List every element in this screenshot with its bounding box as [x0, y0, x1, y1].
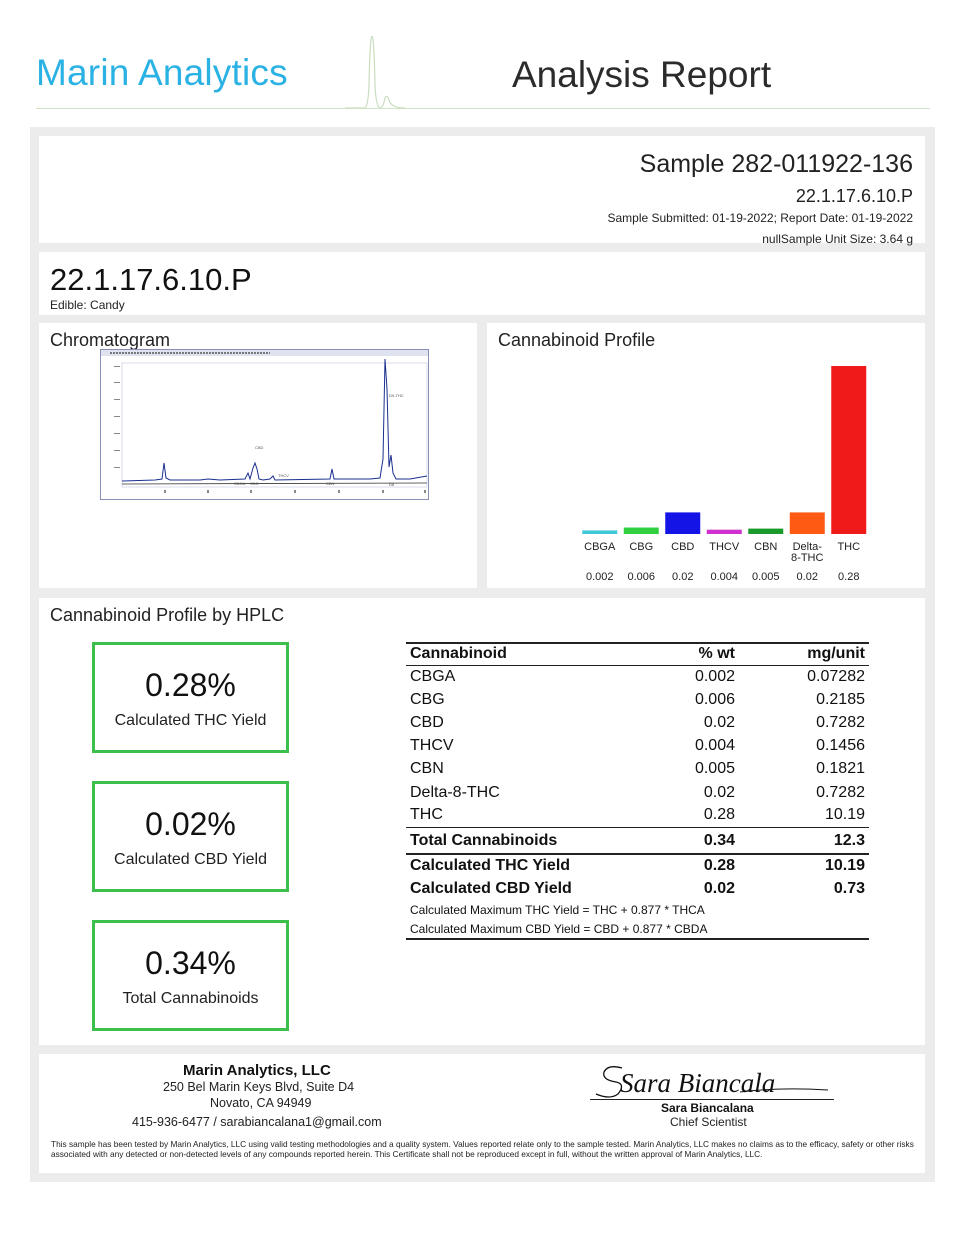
table-row [406, 735, 869, 758]
table-row [406, 758, 869, 781]
cannabinoid-bar-chart [487, 323, 925, 588]
cbd-yield-value: 0.02% [145, 806, 236, 842]
table-row [406, 804, 869, 827]
svg-text:CBGA: CBGA [234, 481, 246, 486]
formula-thc-row [406, 901, 869, 920]
sample-unit-size: nullSample Unit Size: 3.64 g [762, 232, 913, 246]
cbd-yield-row [406, 878, 869, 901]
sample-info-panel [39, 136, 925, 246]
table-row [406, 781, 869, 804]
chromatogram-panel [39, 323, 477, 588]
cell-cannabinoid: Delta-8-THC [410, 783, 500, 801]
cell-percent-wt: 0.005 [694, 760, 735, 778]
svg-text:CBN: CBN [326, 481, 335, 486]
footer-address-line2: Novato, CA 94949 [210, 1096, 312, 1110]
cbd-yield-label: Calculated CBD Yield [114, 851, 267, 868]
cell-mg-unit: 0.7282 [816, 783, 865, 801]
cbd-yield-row-label: Calculated CBD Yield [410, 880, 572, 898]
thc-yield-row [406, 854, 869, 877]
cell-cannabinoid: THCV [410, 737, 454, 755]
brand-name: Marin Analytics [36, 52, 288, 93]
cell-mg-unit: 0.2185 [816, 690, 865, 708]
category-label-thcv: THCV [709, 541, 740, 553]
table-row [406, 688, 869, 711]
sample-title: Sample 282-011922-136 [639, 150, 913, 178]
report-title: Analysis Report [512, 54, 772, 95]
svg-text:D9-THC: D9-THC [389, 393, 404, 398]
value-label-thc: 0.28 [838, 571, 860, 583]
footer-company: Marin Analytics, LLC [183, 1062, 331, 1079]
cell-cannabinoid: CBD [410, 713, 444, 731]
signer-role: Chief Scientist [670, 1115, 747, 1129]
thc-yield-box [92, 642, 289, 753]
svg-text:CBD: CBD [255, 445, 264, 450]
svg-text:THCV: THCV [278, 473, 289, 478]
total-label: Total Cannabinoids [406, 827, 651, 854]
cell-mg-unit: 10.19 [824, 806, 865, 824]
cell-percent-wt: 0.006 [694, 690, 735, 708]
disclaimer-text: This sample has been tested by Marin Analytics, LLC using valid testing methodologies and a quality system. Values reported relate only to the sample tested. Marin Analytics, LLC makes no claims as to the efficacy, safety or other risks associated with any detected or non-detected levels of any compounds reported herein. This Certificate shall not be reproduced except in full, without the written approval of Marin Analytics, LLC. [51, 1139, 914, 1159]
cell-percent-wt: 0.28 [703, 806, 735, 824]
header-divider [36, 108, 930, 109]
cell-mg-unit: 0.1821 [816, 760, 865, 778]
signer-name: Sara Biancalana [661, 1101, 754, 1115]
cell-mg-unit: 0.07282 [807, 667, 865, 685]
value-label-cbn: 0.005 [751, 571, 780, 583]
cell-mg-unit: 0.7282 [816, 713, 865, 731]
footer-contact: 415-936-6477 / sarabiancalana1@gmail.com [132, 1115, 382, 1129]
signature-text: Sara Biancala [620, 1068, 776, 1098]
chromatogram-title: Chromatogram [50, 330, 171, 350]
svg-text:D8: D8 [389, 482, 395, 487]
cell-cannabinoid: THC [410, 806, 443, 824]
chromatogram-peak-logo-icon [345, 36, 405, 112]
bar-cbn [748, 529, 783, 534]
bar-thc [831, 366, 866, 534]
signature-image [590, 1054, 840, 1102]
value-label-cbd: 0.02 [672, 571, 694, 583]
product-panel [39, 252, 925, 315]
table-header-row [406, 643, 869, 665]
cbd-yield-row-mg: 0.73 [833, 880, 865, 898]
value-label-cbga: 0.002 [585, 571, 614, 583]
cell-percent-wt: 0.02 [703, 713, 735, 731]
cell-percent-wt: 0.002 [694, 667, 735, 685]
signature-line [590, 1099, 834, 1100]
value-label-cbg: 0.006 [627, 571, 656, 583]
formula-cbd: Calculated Maximum CBD Yield = CBD + 0.877 * CBDA [406, 920, 869, 939]
total-cannabinoids-box [92, 920, 289, 1031]
bar-cbg [624, 528, 659, 534]
column-header-percent-wt: % wt [651, 643, 739, 665]
category-label-cbn: CBN [754, 541, 778, 553]
value-label-thcv: 0.004 [710, 571, 739, 583]
cbd-yield-row-percent: 0.02 [703, 880, 735, 898]
footer-address-line1: 250 Bel Marin Keys Blvd, Suite D4 [163, 1080, 355, 1094]
cell-percent-wt: 0.004 [694, 737, 735, 755]
category-label-cbg: CBG [629, 541, 654, 553]
formula-cbd-row [406, 920, 869, 939]
cbd-yield-box [92, 781, 289, 892]
hplc-results-table [406, 642, 869, 940]
thc-yield-label: Calculated THC Yield [114, 712, 267, 729]
category-label-thc: THC [837, 541, 861, 553]
product-type: Edible: Candy [50, 298, 125, 312]
bar-delta-8-thc [790, 512, 825, 534]
bar-thcv [707, 530, 742, 534]
category-label-delta-8-thc: 8-THC [791, 552, 824, 564]
total-cannabinoids-value: 0.34% [145, 945, 236, 981]
report-header [0, 0, 955, 115]
category-label-delta-8-thc: Delta- [792, 541, 822, 553]
hplc-title: Cannabinoid Profile by HPLC [50, 605, 285, 625]
thc-yield-value: 0.28% [145, 667, 236, 703]
svg-text:CBG: CBG [250, 481, 259, 486]
column-header-mg-unit: mg/unit [739, 643, 869, 665]
sample-id: 22.1.17.6.10.P [795, 186, 913, 206]
thc-yield-row-percent: 0.28 [703, 857, 735, 875]
column-header-cannabinoid: Cannabinoid [406, 643, 651, 665]
sample-dates: Sample Submitted: 01-19-2022; Report Date: 01-19-2022 [607, 211, 913, 225]
thc-yield-row-mg: 10.19 [824, 857, 865, 875]
cannabinoid-profile-panel [487, 323, 925, 588]
cell-mg-unit: 0.1456 [816, 737, 865, 755]
formula-thc: Calculated Maximum THC Yield = THC + 0.877 * THCA [410, 903, 705, 918]
total-mg-unit: 12.3 [739, 827, 869, 854]
total-cannabinoids-row [406, 827, 869, 854]
thc-yield-row-label: Calculated THC Yield [410, 857, 571, 875]
cell-cannabinoid: CBN [410, 760, 444, 778]
cell-cannabinoid: CBG [410, 690, 445, 708]
category-label-cbd: CBD [671, 541, 695, 553]
chromatogram-plot [100, 349, 430, 501]
cell-cannabinoid: CBGA [410, 667, 456, 685]
bar-cbd [665, 512, 700, 534]
cell-percent-wt: 0.02 [703, 783, 735, 801]
product-id: 22.1.17.6.10.P [50, 262, 252, 297]
value-label-delta-8-thc: 0.02 [796, 571, 818, 583]
total-cannabinoids-label: Total Cannabinoids [122, 990, 259, 1007]
category-label-cbga: CBGA [584, 541, 616, 553]
bar-cbga [582, 530, 617, 534]
profile-title: Cannabinoid Profile [498, 330, 656, 350]
table-row [406, 665, 869, 688]
total-percent-wt: 0.34 [651, 827, 739, 854]
table-row [406, 711, 869, 734]
